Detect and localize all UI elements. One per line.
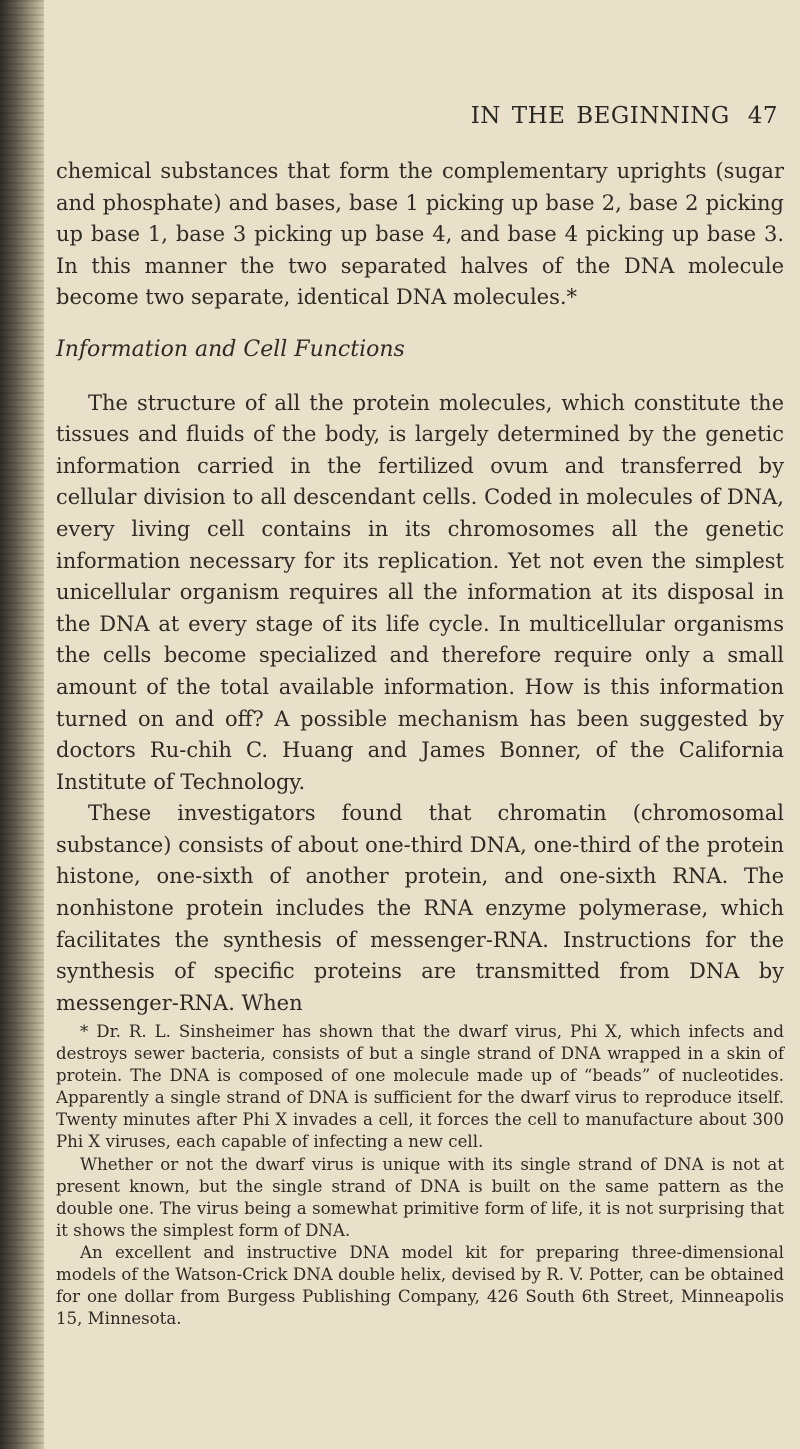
section-heading: Information and Cell Functions <box>56 336 405 362</box>
running-header <box>471 103 778 129</box>
book-page <box>56 0 788 1449</box>
paragraph-continued: chemical substances that form the complementary uprights (sugar and phosphate) and bases, base 1 picking up base 2, base 2 picking up base 1, base 3 picking up base 4, and base 4 picking up base 3. In this manner the two separated halves of the DNA molecule become two separate, identical DNA molecules.* <box>56 159 784 310</box>
book-spine-texture <box>0 0 44 1449</box>
page-number: 47 <box>747 103 778 129</box>
footnote-sinsheimer: * Dr. R. L. Sinsheimer has shown that the dwarf virus, Phi X, which infects and destroys sewer bacteria, consists of but a single strand of DNA wrapped in a skin of protein. The DNA is composed of one molecule made up of “beads” of nucleotides. Apparently a single strand of DNA is sufficient for the dwarf virus to reproduce itself. Twenty minutes after Phi X invades a cell, it forces the cell to manufacture about 300 Phi X viruses, each capable of infecting a new cell. <box>56 1022 784 1152</box>
main-text <box>56 156 784 1019</box>
paragraph-investigators-chromatin: These investigators found that chromatin (chromosomal substance) consists of about one-third DNA, one-third of the protein histone, one-sixth of another protein, and one-sixth RNA. The nonhistone protein includes the RNA enzyme polymerase, which facilitates the synthesis of messenger-RNA. Instructions for the synthesis of specific proteins are transmitted from DNA by messenger-RNA. When <box>56 801 784 1015</box>
footnote-dwarf-virus: Whether or not the dwarf virus is unique with its single strand of DNA is not at present known, but the single strand of DNA is built on the same pattern as the double one. The virus being a somewhat primitive form of life, it is not surprising that it shows the simplest form of DNA. <box>56 1154 784 1240</box>
paragraph-structure-of-proteins: The structure of all the protein molecules, which constitute the tissues and fluids of the body, is largely determined by the genetic information carried in the fertilized ovum and transferred by cellular division to all descendant cells. Coded in molecules of DNA, every living cell contains in its chromosomes all the genetic information necessary for its replication. Yet not even the simplest unicellular organism requires all the information at its disposal in the DNA at every stage of its life cycle. In multicellular organisms the cells become specialized and therefore require only a small amount of the total available information. How is this information turned on and off? A possible mechanism has been suggested by doctors Ru-chih C. Huang and James Bonner, of the California Institute of Technology. <box>56 390 784 794</box>
footnotes <box>56 1021 784 1330</box>
footnote-model-kit: An excellent and instructive DNA model kit for preparing three-dimensional models of the Watson-Crick DNA double helix, devised by R. V. Potter, can be obtained for one dollar from Burgess Publishing Company, 426 South 6th Street, Minneapolis 15, Minnesota. <box>56 1242 784 1329</box>
running-title: IN THE BEGINNING <box>470 103 730 129</box>
